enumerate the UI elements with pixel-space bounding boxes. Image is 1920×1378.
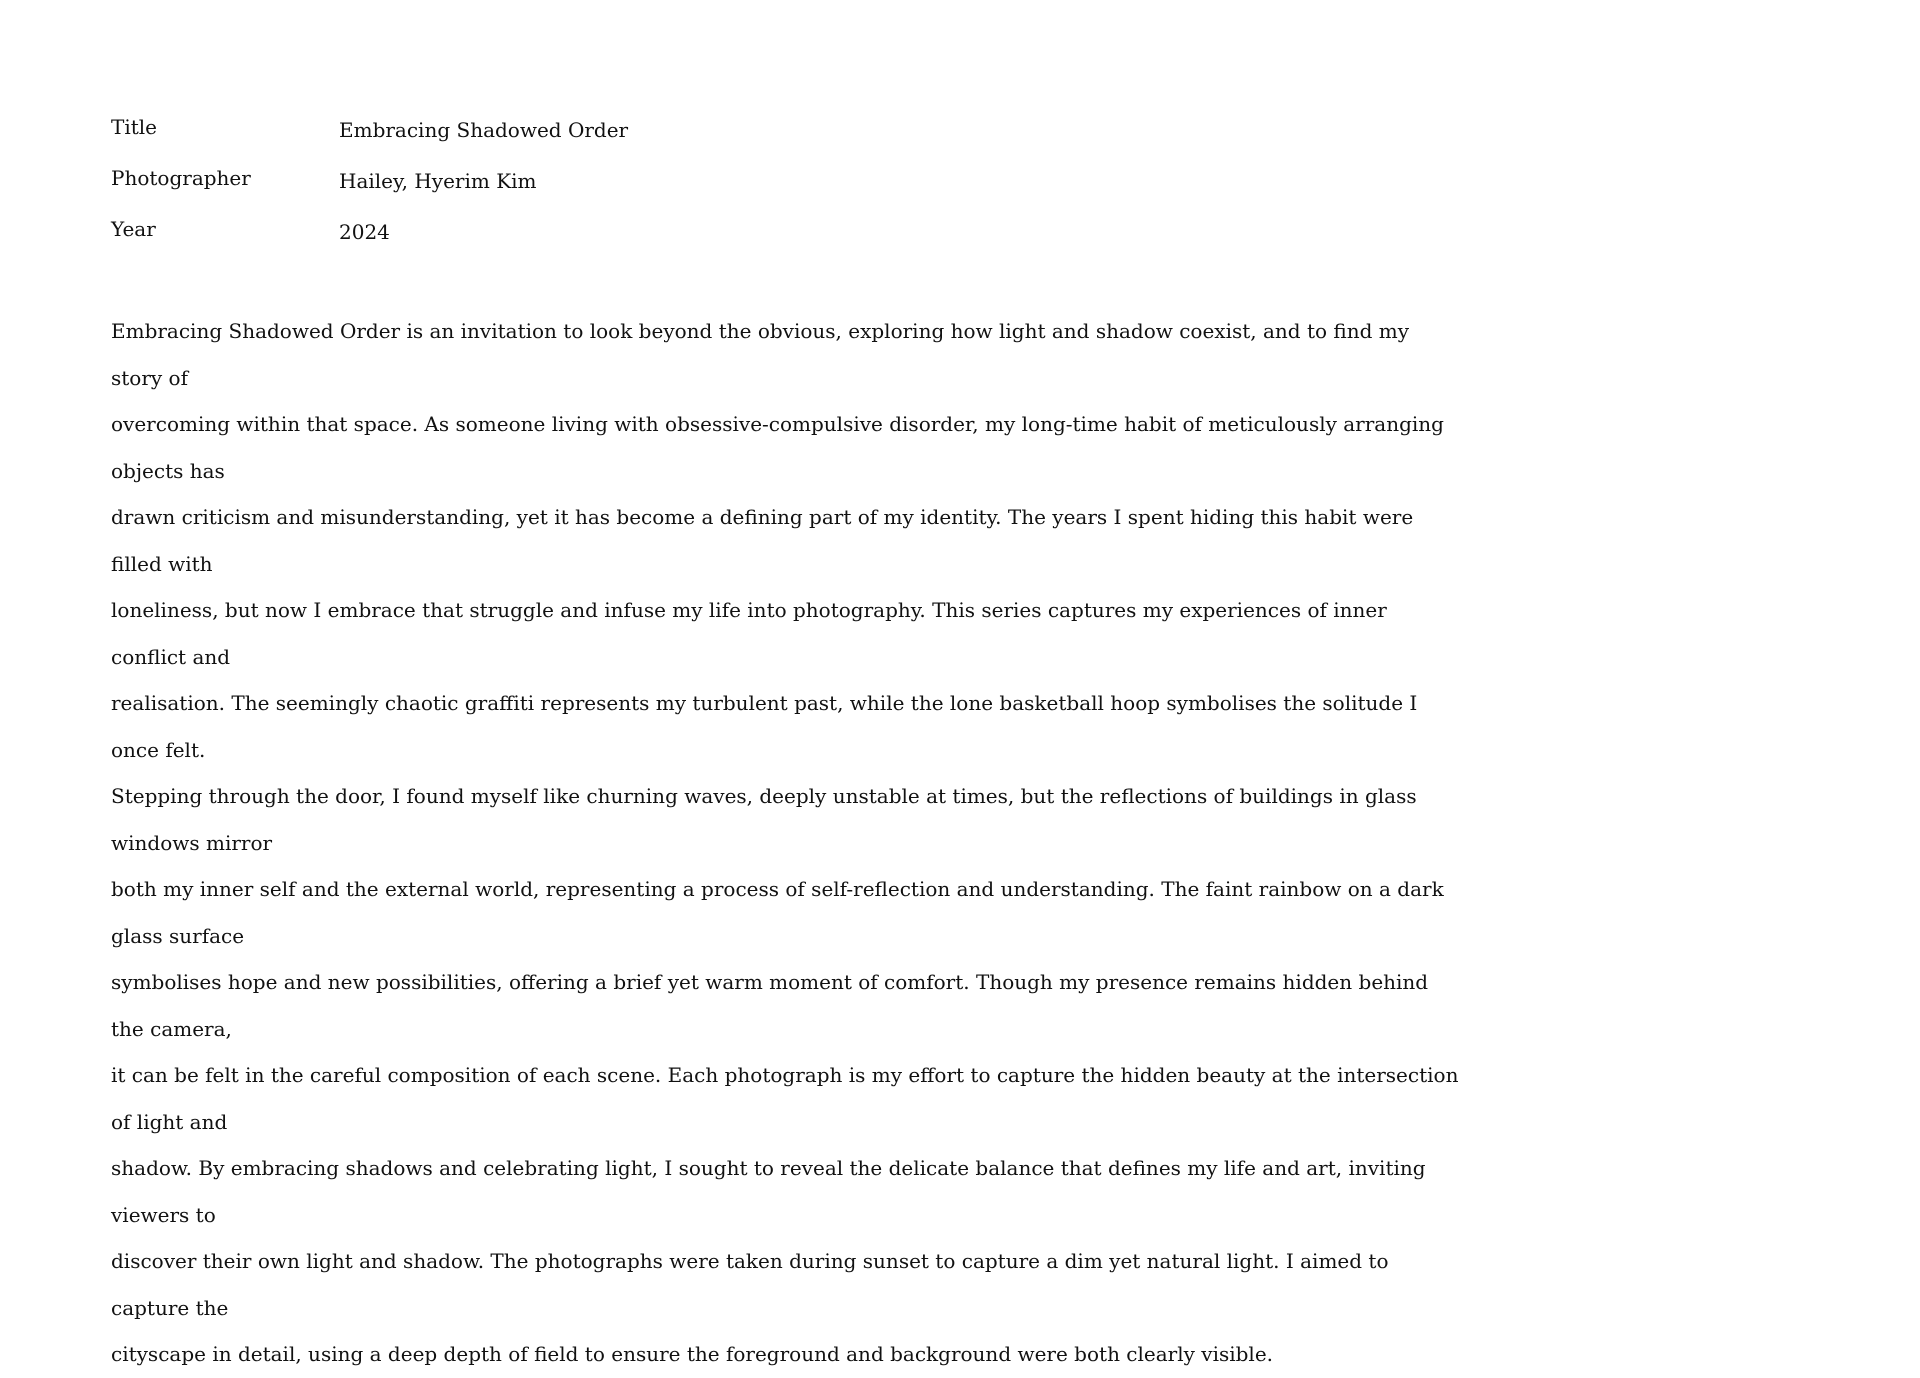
metadata-value: 2024 — [339, 220, 390, 244]
metadata-row-title — [111, 114, 911, 165]
statement-line: Embracing Shadowed Order is an invitation to look beyond the obvious, exploring how light and shadow coexist, and to find my story of — [111, 319, 1410, 390]
statement-line: shadow. By embracing shadows and celebrating light, I sought to reveal the delicate balance that defines my life and art, inviting viewers to — [111, 1156, 1426, 1227]
statement-line: realisation. The seemingly chaotic graffiti represents my turbulent past, while the lone basketball hoop symbolises the solitude I once felt. — [111, 691, 1418, 762]
metadata-table — [111, 114, 911, 267]
statement-line: drawn criticism and misunderstanding, yet it has become a defining part of my identity. The years I spent hiding this habit were filled with — [111, 505, 1414, 576]
metadata-value: Hailey, Hyerim Kim — [339, 169, 537, 193]
statement-line: both my inner self and the external world, representing a process of self-reflection and understanding. The faint rainbow on a dark glass surface — [111, 877, 1444, 948]
metadata-row-year — [111, 216, 911, 267]
statement-line: overcoming within that space. As someone living with obsessive-compulsive disorder, my long-time habit of meticulously arranging objects has — [111, 412, 1444, 483]
statement-line: Stepping through the door, I found myself like churning waves, deeply unstable at times, but the reflections of buildings in glass windows mirror — [111, 784, 1417, 855]
statement-line: symbolises hope and new possibilities, offering a brief yet warm moment of comfort. Though my presence remains hidden behind the camera, — [111, 970, 1429, 1041]
metadata-label: Title — [111, 115, 158, 139]
metadata-label: Year — [111, 217, 156, 241]
statement-line: discover their own light and shadow. The photographs were taken during sunset to capture a dim yet natural light. I aimed to capture the — [111, 1249, 1389, 1320]
artist-statement — [111, 308, 1461, 1378]
statement-line: loneliness, but now I embrace that struggle and infuse my life into photography. This series captures my experiences of inner conflict and — [111, 598, 1387, 669]
metadata-label: Photographer — [111, 166, 251, 190]
statement-line: it can be felt in the careful composition of each scene. Each photograph is my effort to capture the hidden beauty at the intersection of light and — [111, 1063, 1459, 1134]
metadata-value: Embracing Shadowed Order — [339, 118, 629, 142]
metadata-row-photographer — [111, 165, 911, 216]
statement-line: cityscape in detail, using a deep depth of field to ensure the foreground and background were both clearly visible. — [111, 1342, 1274, 1366]
